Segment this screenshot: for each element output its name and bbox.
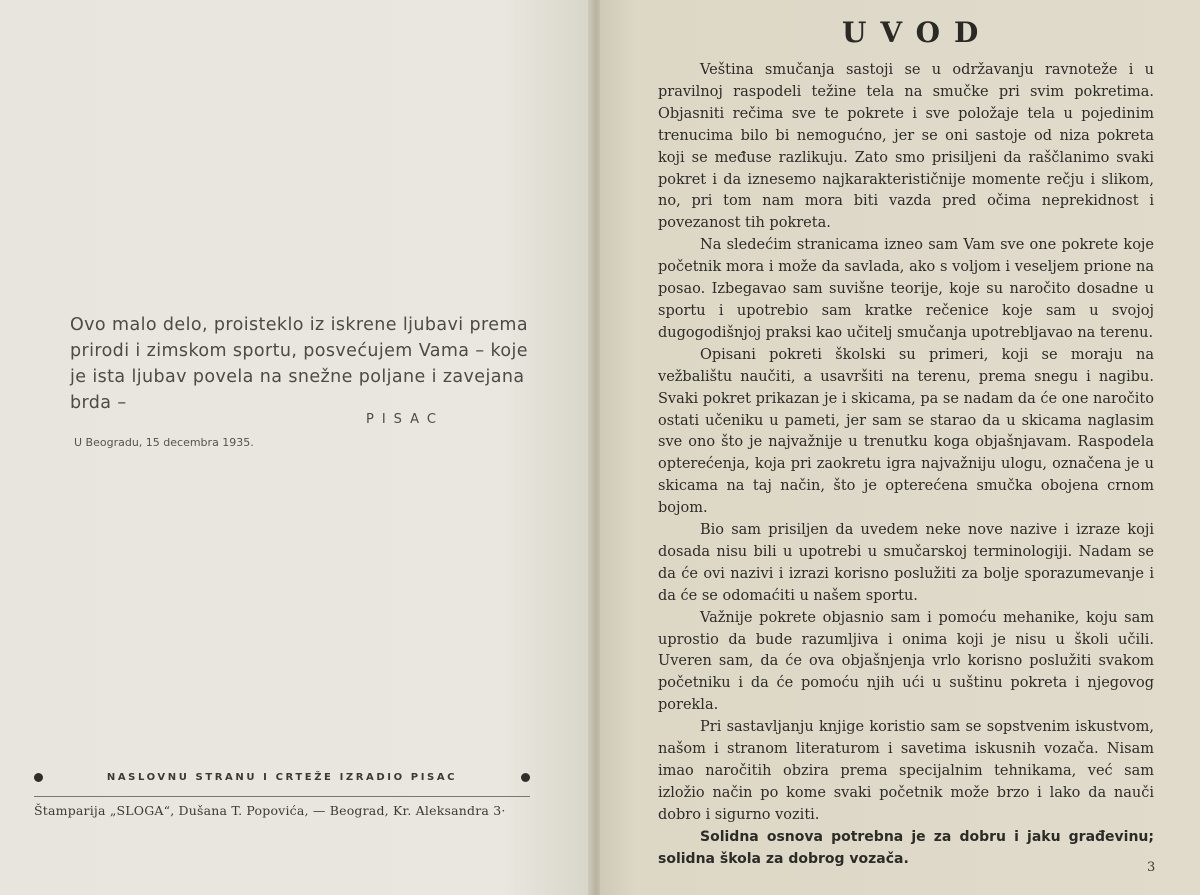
paragraph: Važnije pokrete objasnio sam i pomoću mehanike, koju sam uprostio da bude razumljiva i onima koji je nisu u školi učili. Uveren sam, da će ova objašnjenja vrlo korisno poslužiti svakom početniku i da će pomoću njih ući u suštinu pokreta i njegovog porekla.: [658, 609, 1154, 714]
paragraph: Na sledećim stranicama izneo sam Vam sve one pokrete koje početnik mora i može da savlada, ako s voljom i veseljem prione na posao. Izbegavao sam suvišne teorije, koje su naročito dosadne u sportu i upotrebio sam kratke rečenice koje sam u svojoj dugogodišnjoj praksi kao učitelj smučanja upotrebljavao na terenu.: [658, 237, 1154, 341]
left-page: [0, 0, 592, 895]
right-page: [600, 0, 1200, 895]
paragraph: Opisani pokreti školski su primeri, koji se moraju na vežbalištu naučiti, a usavršiti na terenu, prema snegu i nagibu. Svaki pokret prikazan je i skicama, pa se nadam da će one naročito ostati učeniku u pameti, jer sam se starao da u skicama naglasim sve ono što je najvažnije u trenutku koga objašnjavam. Raspodela opterećenja, koja pri zaokretu igra najvažniju ulogu, označena je u skicama na taj način, što je opterećena smučka obojena crnom bojom.: [658, 346, 1154, 517]
author-signature: PISAC: [366, 412, 444, 427]
page-number: 3: [1147, 860, 1156, 875]
bullet-dot-icon: [521, 773, 530, 782]
dedication: [70, 312, 530, 416]
credits-text: NASLOVNU STRANU I CRTEŽE IZRADIO PISAC: [106, 772, 458, 783]
paragraph: Bio sam prisiljen da uvedem neke nove nazive i izraze koji dosada nisu bili u upotrebi u smučarskoj terminologiji. Nadam se da će ovi nazivi i izrazi korisno poslužiti za bolje sporazumevanje i da će se odomaćiti u našem sportu.: [658, 522, 1154, 604]
dateline: U Beogradu, 15 decembra 1935.: [74, 436, 254, 449]
printer-imprint: Štamparija „SLOGA“, Dušana T. Popovića, — Beograd, Kr. Aleksandra 3·: [34, 803, 506, 818]
bullet-dot-icon: [34, 773, 43, 782]
paragraph: Veština smučanja sastoji se u održavanju ravnoteže i u pravilnoj raspodeli težine tela na smučke pri svim pokretima. Objasniti rečima sve te pokrete i sve položaje tela u pojedinim trenucima bilo bi nemogućno, jer se oni sastoje od niza pokreta koji se međuse razlikuju. Zato smo prisiljeni da raščlanimo svaki pokret i da iznesemo najkarakterističnije momente rečju i slikom, no, pri tom nam mora biti vazda pred očima neprekidnost i povezanost tih pokreta.: [658, 62, 1154, 232]
closing-motto: Solidna osnova potrebna je za dobru i jaku građevinu; solidna škola za dobrog vozača.: [658, 828, 1154, 867]
chapter-title: UVOD: [842, 16, 993, 49]
dedication-text: Ovo malo delo, proisteklo iz iskrene ljubavi prema prirodi i zimskom sportu, posvećujem Vama – koje je ista ljubav povela na snežne poljane i zavejana brda –: [70, 315, 528, 413]
divider: [34, 796, 530, 797]
introduction-body: [658, 60, 1154, 871]
illustration-credits: [34, 772, 530, 783]
paragraph: Pri sastavljanju knjige koristio sam se sopstvenim iskustvom, našom i stranom literaturom i savetima iskusnih vozača. Nisam imao naročitih obzira prema specijalnim tehnikama, već sam izložio način po kome svaki početnik može brzo i lako da nauči dobro i sigurno voziti.: [658, 719, 1154, 823]
